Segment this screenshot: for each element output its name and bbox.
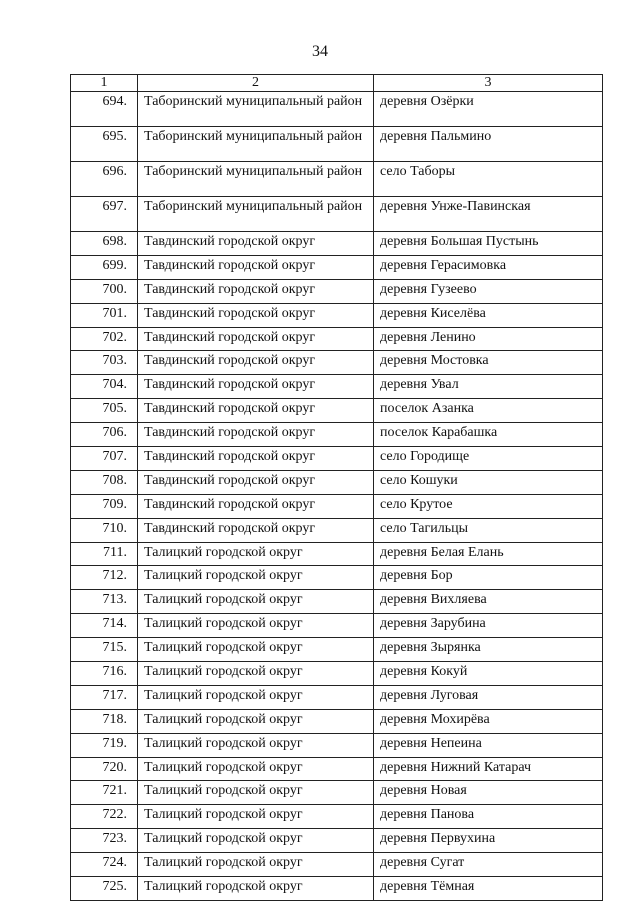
- settlement-cell: деревня Увал: [374, 375, 603, 399]
- settlement-cell: деревня Пальмино: [374, 127, 603, 162]
- settlement-cell: деревня Герасимовка: [374, 255, 603, 279]
- district-cell: Талицкий городской округ: [138, 829, 374, 853]
- table-row: [71, 542, 603, 566]
- settlement-cell: деревня Вихляева: [374, 590, 603, 614]
- header-cell-number: 1: [71, 75, 138, 92]
- table-row: [71, 232, 603, 256]
- table-row: [71, 92, 603, 127]
- table-row: [71, 614, 603, 638]
- settlement-cell: деревня Новая: [374, 781, 603, 805]
- district-cell: Талицкий городской округ: [138, 805, 374, 829]
- settlement-cell: деревня Ленино: [374, 327, 603, 351]
- district-cell: Талицкий городской округ: [138, 757, 374, 781]
- row-number-cell: 701.: [71, 303, 138, 327]
- row-number-cell: 725.: [71, 877, 138, 901]
- district-cell: Талицкий городской округ: [138, 566, 374, 590]
- table-row: [71, 255, 603, 279]
- settlement-cell: деревня Гузеево: [374, 279, 603, 303]
- district-cell: Талицкий городской округ: [138, 685, 374, 709]
- settlement-cell: село Городище: [374, 447, 603, 471]
- row-number-cell: 706.: [71, 423, 138, 447]
- row-number-cell: 708.: [71, 470, 138, 494]
- table-row: [71, 662, 603, 686]
- page-number: 34: [312, 43, 328, 60]
- settlement-cell: деревня Тёмная: [374, 877, 603, 901]
- district-cell: Тавдинский городской округ: [138, 279, 374, 303]
- settlement-cell: деревня Нижний Катарач: [374, 757, 603, 781]
- settlement-cell: деревня Киселёва: [374, 303, 603, 327]
- district-cell: Тавдинский городской округ: [138, 255, 374, 279]
- table-row: [71, 303, 603, 327]
- table-row: [71, 590, 603, 614]
- district-cell: Тавдинский городской округ: [138, 447, 374, 471]
- table-row: [71, 423, 603, 447]
- district-cell: Талицкий городской округ: [138, 781, 374, 805]
- district-cell: Тавдинский городской округ: [138, 423, 374, 447]
- header-cell-settlement: 3: [374, 75, 603, 92]
- settlement-cell: деревня Зырянка: [374, 638, 603, 662]
- settlement-cell: деревня Белая Елань: [374, 542, 603, 566]
- row-number-cell: 707.: [71, 447, 138, 471]
- row-number-cell: 698.: [71, 232, 138, 256]
- row-number-cell: 710.: [71, 518, 138, 542]
- row-number-cell: 697.: [71, 197, 138, 232]
- table-header-row: [71, 75, 603, 92]
- table-row: [71, 853, 603, 877]
- table-body: [71, 75, 603, 901]
- table-row: [71, 127, 603, 162]
- district-cell: Таборинский муниципальный район: [138, 92, 374, 127]
- table-row: [71, 757, 603, 781]
- table-row: [71, 781, 603, 805]
- table-row: [71, 375, 603, 399]
- row-number-cell: 702.: [71, 327, 138, 351]
- row-number-cell: 705.: [71, 399, 138, 423]
- district-cell: Талицкий городской округ: [138, 733, 374, 757]
- table-row: [71, 685, 603, 709]
- settlement-cell: село Кошуки: [374, 470, 603, 494]
- row-number-cell: 715.: [71, 638, 138, 662]
- district-cell: Тавдинский городской округ: [138, 494, 374, 518]
- district-cell: Тавдинский городской округ: [138, 399, 374, 423]
- district-cell: Талицкий городской округ: [138, 877, 374, 901]
- row-number-cell: 704.: [71, 375, 138, 399]
- table-row: [71, 279, 603, 303]
- settlement-cell: село Крутое: [374, 494, 603, 518]
- settlement-cell: деревня Первухина: [374, 829, 603, 853]
- district-cell: Талицкий городской округ: [138, 709, 374, 733]
- row-number-cell: 716.: [71, 662, 138, 686]
- row-number-cell: 694.: [71, 92, 138, 127]
- district-cell: Талицкий городской округ: [138, 853, 374, 877]
- district-cell: Тавдинский городской округ: [138, 470, 374, 494]
- table-row: [71, 877, 603, 901]
- district-cell: Тавдинский городской округ: [138, 375, 374, 399]
- table-row: [71, 162, 603, 197]
- district-cell: Талицкий городской округ: [138, 638, 374, 662]
- row-number-cell: 717.: [71, 685, 138, 709]
- settlement-cell: деревня Бор: [374, 566, 603, 590]
- settlement-cell: деревня Мостовка: [374, 351, 603, 375]
- table-row: [71, 566, 603, 590]
- row-number-cell: 700.: [71, 279, 138, 303]
- settlement-cell: деревня Большая Пустынь: [374, 232, 603, 256]
- row-number-cell: 714.: [71, 614, 138, 638]
- row-number-cell: 699.: [71, 255, 138, 279]
- table-row: [71, 447, 603, 471]
- row-number-cell: 718.: [71, 709, 138, 733]
- settlement-cell: село Тагильцы: [374, 518, 603, 542]
- district-cell: Тавдинский городской округ: [138, 303, 374, 327]
- district-cell: Таборинский муниципальный район: [138, 197, 374, 232]
- table-row: [71, 351, 603, 375]
- table-row: [71, 518, 603, 542]
- row-number-cell: 719.: [71, 733, 138, 757]
- table-row: [71, 638, 603, 662]
- row-number-cell: 713.: [71, 590, 138, 614]
- row-number-cell: 695.: [71, 127, 138, 162]
- table-row: [71, 733, 603, 757]
- district-cell: Таборинский муниципальный район: [138, 127, 374, 162]
- district-cell: Таборинский муниципальный район: [138, 162, 374, 197]
- district-cell: Тавдинский городской округ: [138, 327, 374, 351]
- settlement-cell: деревня Мохирёва: [374, 709, 603, 733]
- header-cell-district: 2: [138, 75, 374, 92]
- row-number-cell: 720.: [71, 757, 138, 781]
- settlement-cell: деревня Озёрки: [374, 92, 603, 127]
- district-cell: Талицкий городской округ: [138, 590, 374, 614]
- district-cell: Талицкий городской округ: [138, 614, 374, 638]
- table-row: [71, 829, 603, 853]
- district-cell: Талицкий городской округ: [138, 662, 374, 686]
- settlement-cell: деревня Зарубина: [374, 614, 603, 638]
- row-number-cell: 709.: [71, 494, 138, 518]
- settlement-cell: деревня Сугат: [374, 853, 603, 877]
- row-number-cell: 721.: [71, 781, 138, 805]
- table-row: [71, 470, 603, 494]
- row-number-cell: 696.: [71, 162, 138, 197]
- district-cell: Тавдинский городской округ: [138, 351, 374, 375]
- table-row: [71, 327, 603, 351]
- table-row: [71, 399, 603, 423]
- settlement-cell: деревня Унже-Павинская: [374, 197, 603, 232]
- table-row: [71, 805, 603, 829]
- settlement-cell: поселок Карабашка: [374, 423, 603, 447]
- table-row: [71, 709, 603, 733]
- district-cell: Талицкий городской округ: [138, 542, 374, 566]
- table-row: [71, 197, 603, 232]
- row-number-cell: 723.: [71, 829, 138, 853]
- settlement-cell: деревня Луговая: [374, 685, 603, 709]
- settlement-cell: деревня Непеина: [374, 733, 603, 757]
- row-number-cell: 712.: [71, 566, 138, 590]
- row-number-cell: 724.: [71, 853, 138, 877]
- settlement-cell: поселок Азанка: [374, 399, 603, 423]
- row-number-cell: 703.: [71, 351, 138, 375]
- row-number-cell: 711.: [71, 542, 138, 566]
- row-number-cell: 722.: [71, 805, 138, 829]
- settlement-cell: село Таборы: [374, 162, 603, 197]
- district-cell: Тавдинский городской округ: [138, 518, 374, 542]
- settlements-table: [70, 74, 603, 901]
- district-cell: Тавдинский городской округ: [138, 232, 374, 256]
- settlement-cell: деревня Кокуй: [374, 662, 603, 686]
- table-row: [71, 494, 603, 518]
- settlement-cell: деревня Панова: [374, 805, 603, 829]
